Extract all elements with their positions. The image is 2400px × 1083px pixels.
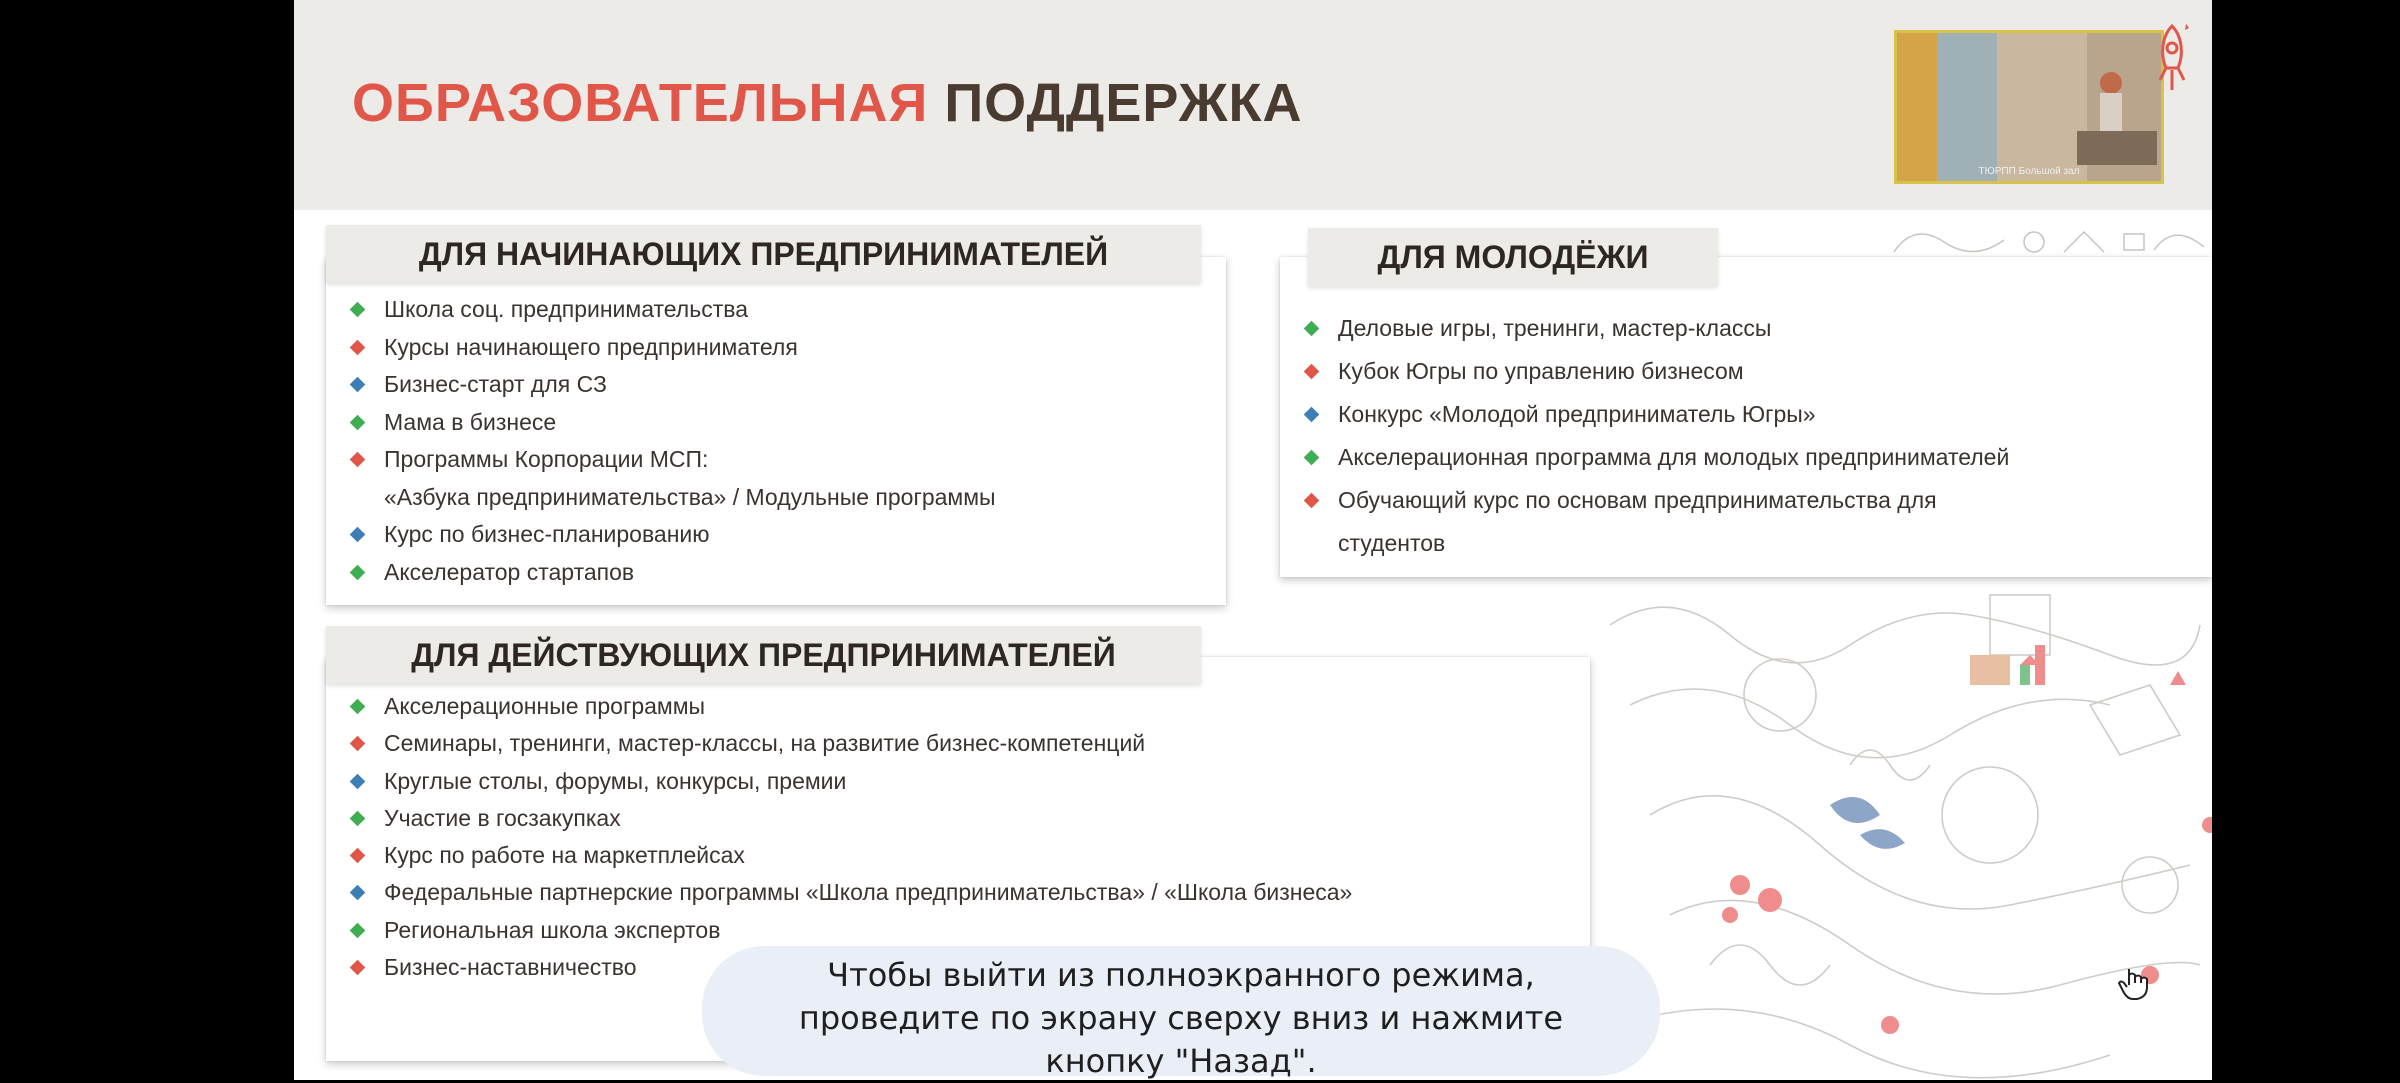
start-list-item-text: Курсы начинающего предпринимателя — [384, 333, 798, 360]
young-list-item — [1300, 522, 2009, 565]
start-list-item-text: Школа соц. предпринимательства — [384, 296, 748, 322]
start-list-item-text: Программы Корпорации МСП: — [384, 446, 709, 472]
start-list-item-text: «Азбука предпринимательства» / Модульные программы — [384, 483, 996, 510]
young-list-item — [1300, 479, 2009, 522]
diamond-bullet-icon — [1304, 493, 1320, 509]
diamond-bullet-icon — [350, 773, 366, 789]
young-list-item-text: Обучающий курс по основам предпринимательства для — [1338, 487, 1937, 513]
young-list-item-text: Кубок Югры по управлению бизнесом — [1338, 358, 1744, 384]
active-list-item — [346, 837, 1352, 874]
active-list-item-text: Акселерационные программы — [384, 693, 706, 719]
video-caption: ТЮРПП Большой зал — [1978, 166, 2080, 177]
start-items-list — [346, 291, 996, 591]
diamond-bullet-icon — [350, 811, 366, 827]
active-list-item — [346, 912, 1352, 949]
rocket-logo-icon — [2152, 18, 2192, 108]
active-list-item-text: Бизнес-наставничество — [384, 954, 637, 981]
diamond-bullet-icon — [350, 377, 366, 393]
video-pip-thumbnail[interactable] — [1894, 30, 2164, 184]
diamond-bullet-icon — [1304, 407, 1320, 423]
start-list-item — [346, 554, 996, 592]
active-list-item-text: Семинары, тренинги, мастер-классы, на развитие бизнес-компетенций — [384, 730, 1146, 757]
start-list-item-text: Бизнес-старт для СЗ — [384, 371, 607, 397]
young-list-item — [1300, 350, 2009, 393]
young-list-item — [1300, 393, 2009, 436]
diamond-bullet-icon — [1304, 321, 1320, 337]
slide-title-part2: ПОДДЕРЖКА — [944, 73, 1303, 133]
young-list-item-text: Акселерационная программа для молодых предпринимателей — [1338, 444, 2010, 470]
fullscreen-exit-toast — [702, 946, 1660, 1080]
young-list-item — [1300, 307, 2009, 350]
start-list-item — [346, 441, 996, 479]
decorative-doodle-illustration — [1590, 585, 2212, 1080]
young-list-item — [1300, 436, 2009, 479]
active-list-item-text: Федеральные партнерские программы «Школа предпринимательства» / «Школа бизнеса» — [384, 879, 1353, 906]
video-scene — [1897, 33, 2161, 181]
diamond-bullet-icon — [350, 848, 366, 864]
diamond-bullet-icon — [350, 302, 366, 318]
section-heading-start: ДЛЯ НАЧИНАЮЩИХ ПРЕДПРИНИМАТЕЛЕЙ — [326, 225, 1201, 283]
section-card-young — [1280, 257, 2212, 577]
start-list-item-text: Акселератор стартапов — [384, 558, 635, 585]
diamond-bullet-icon — [350, 452, 366, 468]
section-heading-young: ДЛЯ МОЛОДЁЖИ — [1308, 228, 1718, 286]
young-list-item-text: Деловые игры, тренинги, мастер-классы — [1338, 315, 1772, 341]
diamond-bullet-icon — [1304, 364, 1320, 380]
active-list-item-text: Курс по работе на маркетплейсах — [384, 842, 745, 869]
start-list-item — [346, 291, 996, 329]
start-list-item-text: Курс по бизнес-планированию — [384, 521, 710, 547]
active-list-item-text: Круглые столы, форумы, конкурсы, премии — [384, 767, 847, 794]
active-list-item — [346, 800, 1352, 837]
young-list-item-text: Конкурс «Молодой предприниматель Югры» — [1338, 401, 1816, 427]
section-card-start — [326, 257, 1226, 605]
diamond-bullet-icon — [350, 885, 366, 901]
start-list-item — [346, 329, 996, 367]
active-list-item-text: Участие в госзакупках — [384, 804, 621, 831]
start-list-item — [346, 479, 996, 517]
start-list-item — [346, 516, 996, 554]
active-list-item — [346, 874, 1352, 911]
section-heading-active: ДЛЯ ДЕЙСТВУЮЩИХ ПРЕДПРИНИМАТЕЛЕЙ — [326, 626, 1201, 684]
diamond-bullet-icon — [1304, 450, 1320, 466]
diamond-bullet-icon — [350, 527, 366, 543]
diamond-bullet-icon — [350, 923, 366, 939]
hand-cursor-icon — [2117, 965, 2151, 1001]
decorative-doodle-top — [1884, 212, 2212, 257]
diamond-bullet-icon — [350, 414, 366, 430]
slide-title — [352, 72, 1303, 134]
active-list-item — [346, 688, 1352, 725]
start-list-item — [346, 366, 996, 404]
toast-line-2: проведите по экрану сверху вниз и нажмите — [798, 999, 1564, 1037]
start-list-item-text: Мама в бизнесе — [384, 408, 557, 435]
presentation-slide — [294, 0, 2212, 1080]
active-list-item — [346, 763, 1352, 800]
diamond-bullet-icon — [350, 339, 366, 355]
active-items-list — [346, 688, 1352, 986]
active-list-item — [346, 725, 1352, 762]
start-list-item — [346, 404, 996, 442]
diamond-bullet-icon — [350, 699, 366, 715]
diamond-bullet-icon — [350, 736, 366, 752]
young-list-item-text: студентов — [1338, 530, 1446, 556]
diamond-bullet-icon — [350, 564, 366, 580]
diamond-bullet-icon — [350, 960, 366, 976]
toast-line-1: Чтобы выйти из полноэкранного режима, — [827, 956, 1535, 994]
active-list-item-text: Региональная школа экспертов — [384, 916, 721, 943]
slide-title-part1: ОБРАЗОВАТЕЛЬНАЯ — [352, 73, 929, 133]
young-items-list — [1300, 307, 2009, 565]
toast-line-3: кнопку "Назад". — [1045, 1042, 1317, 1080]
